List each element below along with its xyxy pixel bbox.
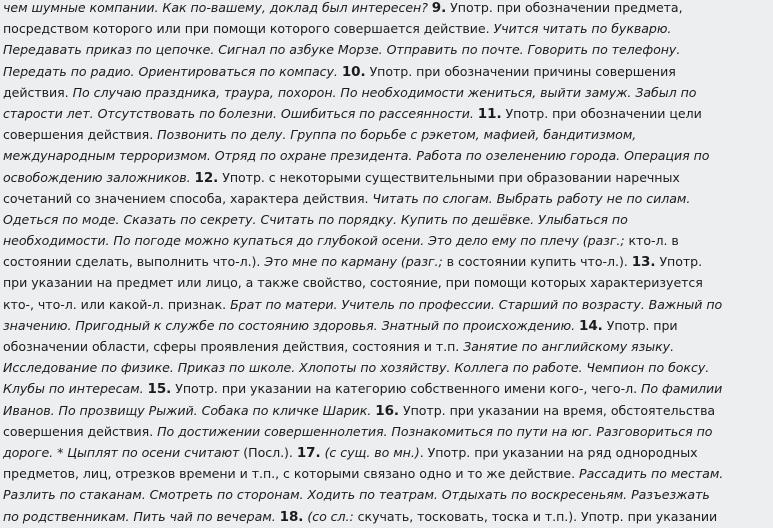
usage-example: по родственникам. Пить чай по вечерам. xyxy=(3,508,280,524)
usage-example: освобождению заложников. xyxy=(3,169,195,185)
definition-text: Употр. при обозначении причины совершения xyxy=(365,63,676,79)
text-line xyxy=(3,336,773,357)
usage-example: Иванов. По прозвищу Рыжий. Собака по кличке Шарик. xyxy=(3,402,376,418)
usage-example: Учится читать по букварю. xyxy=(493,21,672,37)
definition-text: Употр. при обозначении предмета, xyxy=(446,0,683,15)
text-line xyxy=(3,357,773,378)
text-line xyxy=(3,378,773,399)
text-line xyxy=(3,124,773,145)
definition-text: Употр. с некоторыми существительными при образовании наречных xyxy=(218,169,680,185)
sense-number: 12. xyxy=(194,169,219,186)
usage-example: Передать по радио. Ориентироваться по компасу. xyxy=(3,63,342,79)
definition-text: Употр. при указании на категорию собственного имени кого-, чего-л. xyxy=(171,381,641,397)
text-line xyxy=(3,251,773,272)
sense-number: 15. xyxy=(147,381,172,398)
usage-example: Исследование по физике. Приказ по школе. Хлопоты по хозяйству. Коллега по работе. Чемпион по боксу. xyxy=(3,360,710,376)
definition-text: предметов, лиц, отрезков времени и т.п., с которыми связано одно и то же действие. xyxy=(3,466,580,482)
definition-text: совершения действия. xyxy=(3,423,158,439)
text-line xyxy=(3,400,773,421)
text-line xyxy=(3,0,773,18)
definition-text: обозначении области, сферы проявления действия, состояния и т.п. xyxy=(3,339,464,354)
text-line xyxy=(3,145,773,166)
definition-text: в состоянии купить что-л.). xyxy=(446,254,632,270)
text-line xyxy=(3,82,773,103)
definition-text: Употр. при xyxy=(602,317,678,333)
sense-number: 11. xyxy=(477,105,502,122)
usage-example: По случаю праздника, траура, похорон. По необходимости жениться, выйти замуж. Забыл по xyxy=(72,84,697,100)
text-line xyxy=(3,230,773,251)
definition-text: состоянии сделать, выполнить что-л.). xyxy=(3,254,265,270)
usage-example: (с сущ. во мн.) xyxy=(320,444,420,460)
usage-example: (со сл.: xyxy=(303,508,358,524)
text-line xyxy=(3,61,773,82)
text-line xyxy=(3,272,773,293)
usage-example: Брат по матери. Учитель по профессии. Старший по возрасту. Важный по xyxy=(230,296,723,312)
usage-example: необходимости. По погоде можно купаться до глубокой осени. Это дело ему по плечу (разг.; xyxy=(3,233,629,249)
sense-number: 16. xyxy=(375,402,400,419)
usage-example: Передавать приказ по цепочке. Сигнал по азбуке Морзе. Отправить по почте. Говорить по телефону. xyxy=(3,42,681,58)
text-line xyxy=(3,463,773,484)
definition-text: Употр. xyxy=(655,254,703,270)
usage-example: значению. Пригодный к службе по состоянию здоровья. Знатный по происхождению. xyxy=(3,317,579,333)
sense-number: 13. xyxy=(631,254,656,271)
definition-text: . Употр. при указании на ряд однородных xyxy=(419,444,698,460)
usage-example: Одеться по моде. Сказать по секрету. Считать по порядку. Купить по дешёвке. Улыбаться по xyxy=(3,211,628,227)
text-line xyxy=(3,18,773,39)
dictionary-entry-text xyxy=(3,0,773,527)
definition-text: при указании на предмет или лицо, а также свойство, состояние, при помощи которых характеризуется xyxy=(3,275,703,291)
usage-example: Позвонить по делу. Группа по борьбе с рэкетом, мафией, бандитизмом, xyxy=(157,127,637,143)
definition-text: совершения действия. xyxy=(3,127,158,143)
sense-number: 17. xyxy=(296,444,321,461)
usage-example: По фамилии xyxy=(640,381,723,397)
usage-example: Разлить по стаканам. Смотреть по сторонам. Ходить по театрам. Отдыхать по воскресеньям. Разъезжать xyxy=(3,487,710,503)
text-line xyxy=(3,39,773,60)
usage-example: Клубы по интересам. xyxy=(3,381,148,397)
usage-example: дороге. * Цыплят по осени считают xyxy=(3,444,244,460)
text-line xyxy=(3,188,773,209)
definition-text: (Посл.). xyxy=(243,444,297,460)
text-line xyxy=(3,167,773,188)
text-line xyxy=(3,506,773,527)
text-line xyxy=(3,421,773,442)
text-line xyxy=(3,442,773,463)
text-line xyxy=(3,294,773,315)
sense-number: 18. xyxy=(279,508,304,525)
definition-text: сочетаний со значением способа, характера действия. xyxy=(3,190,373,206)
text-line xyxy=(3,315,773,336)
sense-number: 14. xyxy=(578,317,603,334)
definition-text: Употр. при обозначении цели xyxy=(501,105,702,121)
definition-text: скучать, тосковать, тоска и т.п.). Употр. при указании xyxy=(357,508,718,524)
definition-text: кто-, что-л. или какой-л. признак. xyxy=(3,296,231,312)
definition-text: Употр. при указании на время, обстоятельства xyxy=(399,402,716,418)
definition-text: кто-л. в xyxy=(628,233,679,249)
usage-example: чем шумные компании. Как по-вашему, доклад был интересен? xyxy=(3,0,432,15)
definition-text: действия. xyxy=(3,84,73,100)
usage-example: Рассадить по местам. xyxy=(579,466,724,482)
text-line xyxy=(3,209,773,230)
usage-example: Это мне по карману (разг.; xyxy=(264,254,447,270)
sense-number: 10. xyxy=(341,63,366,80)
sense-number: 9. xyxy=(431,0,447,16)
usage-example: Занятие по английскому языку. xyxy=(463,339,675,354)
usage-example: международным терроризмом. Отряд по охране президента. Работа по озеленению города. Операция по xyxy=(3,148,710,164)
usage-example: старости лет. Отсутствовать по болезни. Ошибиться по рассеянности. xyxy=(3,105,478,121)
text-line xyxy=(3,484,773,505)
usage-example: Читать по слогам. Выбрать работу не по силам. xyxy=(372,190,691,206)
text-line xyxy=(3,103,773,124)
definition-text: посредством которого или при помощи которого совершается действие. xyxy=(3,21,494,37)
usage-example: По достижении совершеннолетия. Познакомиться по пути на юг. Разговориться по xyxy=(157,423,713,439)
